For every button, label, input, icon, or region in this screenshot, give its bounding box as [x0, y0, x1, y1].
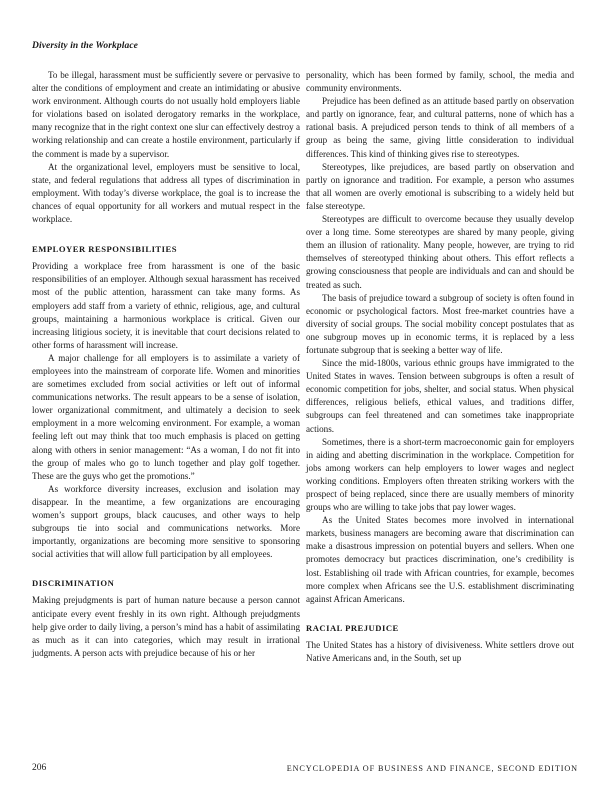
paragraph: To be illegal, harassment must be sufficiently severe or pervasive to alter the conditions of employment and create an intimidating or abusive work environment. Although courts do not usually hold employers liable for violations based on isolated derogatory remarks in the workplace, many recognize that in the right context one slur can effectively destroy a working relationship and can create a hostile environment, particularly if the comment is made by a supervisor.: [32, 70, 300, 159]
section-heading-employer-responsibilities: EMPLOYER RESPONSIBILITIES: [32, 244, 178, 255]
paragraph: As workforce diversity increases, exclusion and isolation may disappear. In the meantime, a few organizations are encouraging women’s support groups, black caucuses, and other ways to help subgroups tie into social and communications networks. More importantly, organizations are becoming more sensitive to sponsoring social activities that will allow full participation by all employees.: [32, 483, 300, 560]
paragraph: The United States has a history of divisiveness. White settlers drove out Native Americans and, in the South, set up: [306, 639, 574, 664]
publication-title: ENCYCLOPEDIA OF BUSINESS AND FINANCE, SECOND EDITION: [286, 764, 578, 773]
page-number: 206: [32, 763, 47, 773]
section-heading-discrimination: DISCRIMINATION: [32, 578, 115, 589]
running-head: Diversity in the Workplace: [32, 41, 138, 51]
section-heading-racial-prejudice: RACIAL PREJUDICE: [306, 622, 399, 633]
right-column: [306, 69, 574, 665]
paragraph: A major challenge for all employers is to assimilate a variety of employees into the mainstream of corporate life. Women and minorities are sometimes excluded from social activities or left out of informal communications networks. The result appears to be a sense of isolation, lower organizational commitment, and ultimately a decision to seek employment in a more welcoming environment. For example, a woman feeling left out may think that too much emphasis is placed on getting along with others in senior management: “As a woman, I do not fit into the group of males who go to lunch together and play golf together. These are the guys who get the promotions.”: [32, 352, 300, 481]
paragraph: Sometimes, there is a short-term macroeconomic gain for employers in aiding and abetting discrimination in the workplace. Competition for jobs among workers can help employers to lower wages and neglect working conditions. Employers often threaten striking workers with the prospect of being replaced, since there are usually members of minority groups who are willing to take jobs that pay lower wages.: [306, 436, 574, 513]
paragraph: Providing a workplace free from harassment is one of the basic responsibilities of an employer. Although sexual harassment has received most of the public attention, harassment can take many forms. As employers add staff from a variety of ethnic, religious, age, and cultural groups, maintaining a harmonious workplace is critical. Given our increasing litigious society, it is inevitable that court decisions related to other forms of harassment will increase.: [32, 261, 300, 350]
paragraph: Making prejudgments is part of human nature because a person cannot anticipate every event freshly in its own right. Although prejudgments help give order to daily living, a person’s mind has a habit of assimilating as much as it can into categories, which may result in irrational judgments. A person acts with prejudice because of his or her: [32, 595, 300, 658]
paragraph: As the United States becomes more involved in international markets, business managers are becoming aware that discrimination can make a disastrous impression on potential buyers and sellers. When one promotes democracy but practices discrimination, one’s credibility is lost. Establishing oil trade with African countries, for example, becomes more complex when Africans see the U.S. establishment discriminating against African Americans.: [306, 515, 574, 604]
left-column: [32, 69, 300, 660]
paragraph: Stereotypes are difficult to overcome because they usually develop over a long time. Some stereotypes are shared by many people, giving them an illusion of rationality. Many people, however, are trying to rid themselves of stereotyped thinking about others. This effort reflects a growing consciousness that people are individuals and can and should be treated as such.: [306, 214, 574, 290]
paragraph: personality, which has been formed by family, school, the media and community environments.: [306, 70, 574, 94]
paragraph: At the organizational level, employers must be sensitive to local, state, and federal regulations that address all types of discrimination in employment. With today’s diverse workplace, the goal is to increase the chances of equal opportunity for all workers and mutual respect in the workplace.: [32, 161, 300, 225]
paragraph: Stereotypes, like prejudices, are based partly on observation and partly on ignorance and tradition. For example, a person who assumes that all women are overly emotional is subscribing to a widely held but false stereotype.: [306, 161, 574, 211]
page-footer: [32, 763, 578, 777]
paragraph: Prejudice has been defined as an attitude based partly on observation and partly on ignorance, fear, and cultural patterns, none of which has a rational basis. A prejudiced person tends to think of all members of a group as being the same, giving little consideration to individual differences. This kind of thinking gives rise to stereotypes.: [306, 96, 574, 159]
paragraph: The basis of prejudice toward a subgroup of society is often found in economic or psychological factors. Most free-market countries have a diversity of social groups. The social mobility concept postulates that as one subgroup moves up in economic terms, it is replaced by a less fortunate subgroup that is seeking a better way of life.: [306, 292, 574, 355]
paragraph: Since the mid-1800s, various ethnic groups have immigrated to the United States in waves. Tension between subgroups is often a result of economic competition for jobs, shelter, and social status. When physical differences, religious beliefs, ethical values, and traditions differ, subgroups can feel threatened and can sometimes take inappropriate actions.: [306, 358, 574, 434]
